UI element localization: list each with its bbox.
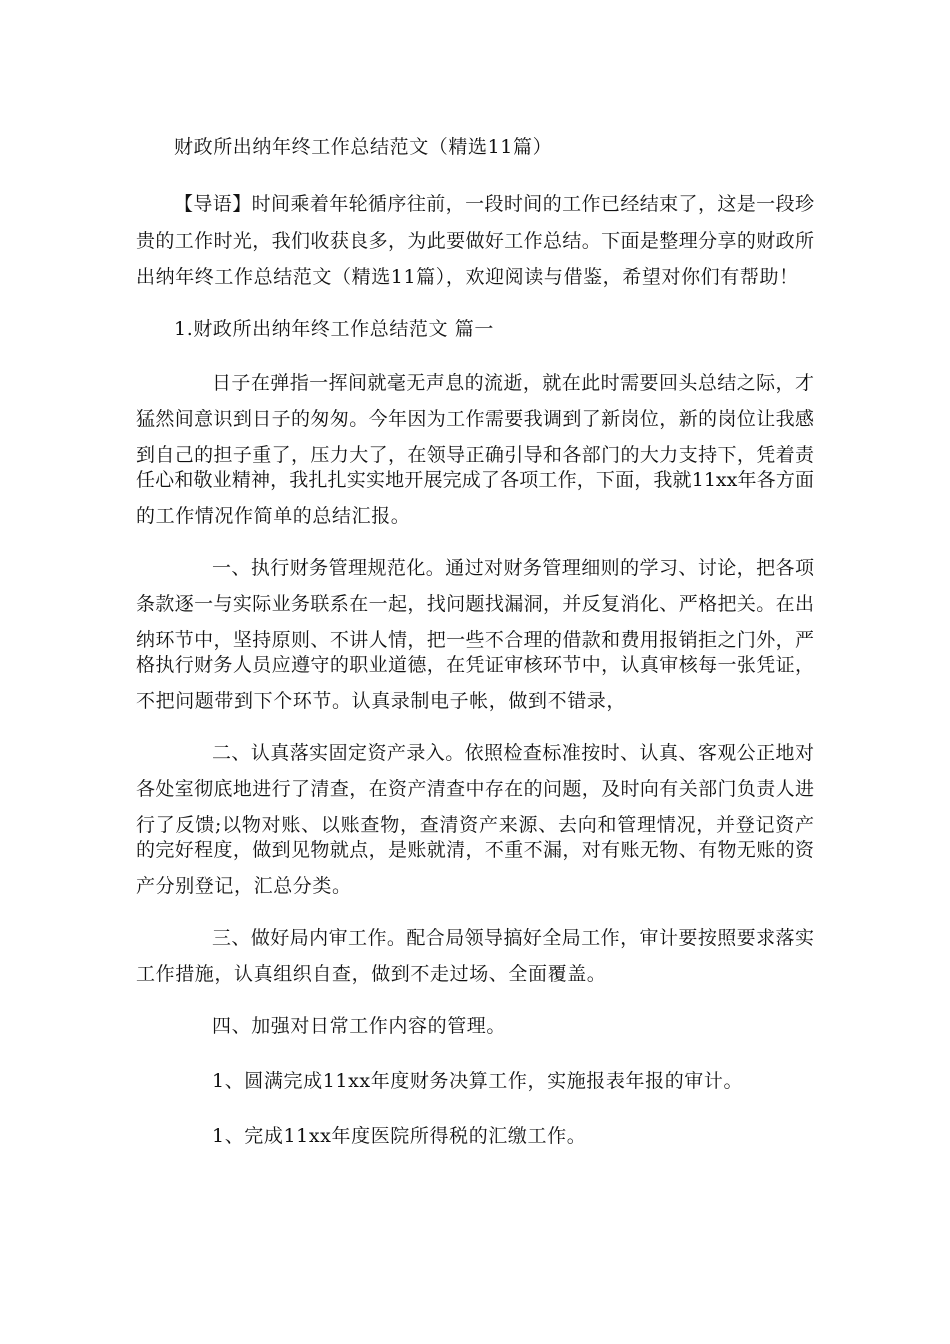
paragraph-1-line-5: 的工作情况作简单的总结汇报。 bbox=[136, 505, 411, 527]
paragraph-1-line-3: 到自己的担子重了，压力大了，在领导正确引导和各部门的大力支持下，凭着责 bbox=[136, 444, 814, 466]
paragraph-7-line-1: 1、完成11xx年度医院所得税的汇缴工作。 bbox=[212, 1125, 587, 1147]
paragraph-2-line-4: 格执行财务人员应遵守的职业道德，在凭证审核环节中，认真审核每一张凭证， bbox=[136, 654, 814, 676]
paragraph-5-line-1: 四、加强对日常工作内容的管理。 bbox=[212, 1015, 507, 1037]
paragraph-1-line-2: 猛然间意识到日子的匆匆。今年因为工作需要我调到了新岗位，新的岗位让我感 bbox=[136, 408, 814, 430]
paragraph-2-line-1: 一、执行财务管理规范化。通过对财务管理细则的学习、讨论，把各项 bbox=[212, 557, 814, 579]
paragraph-4-line-1: 三、做好局内审工作。配合局领导搞好全局工作，审计要按照要求落实 bbox=[212, 927, 814, 949]
intro-line-1: 【导语】时间乘着年轮循序往前，一段时间的工作已经结束了，这是一段珍 bbox=[174, 193, 814, 215]
paragraph-3-line-5: 产分别登记，汇总分类。 bbox=[136, 875, 352, 897]
paragraph-3-line-3: 行了反馈;以物对账、以账查物，查清资产来源、去向和管理情况，并登记资产 bbox=[136, 814, 814, 836]
paragraph-4-line-2: 工作措施，认真组织自查，做到不走过场、全面覆盖。 bbox=[136, 963, 607, 985]
paragraph-2-line-2: 条款逐一与实际业务联系在一起，找问题找漏洞，并反复消化、严格把关。在出 bbox=[136, 593, 814, 615]
document-title: 财政所出纳年终工作总结范文（精选11篇） bbox=[174, 136, 553, 158]
paragraph-2-line-5: 不把问题带到下个环节。认真录制电子帐，做到不错录， bbox=[136, 690, 627, 712]
intro-line-3: 出纳年终工作总结范文（精选11篇），欢迎阅读与借鉴，希望对你们有帮助！ bbox=[136, 266, 799, 288]
paragraph-3-line-1: 二、认真落实固定资产录入。依照检查标准按时、认真、客观公正地对 bbox=[212, 742, 814, 764]
section-heading: 1.财政所出纳年终工作总结范文 篇一 bbox=[174, 318, 494, 340]
paragraph-3-line-4: 的完好程度，做到见物就点，是账就清，不重不漏，对有账无物、有物无账的资 bbox=[136, 839, 814, 861]
paragraph-1-line-1: 日子在弹指一挥间就毫无声息的流逝，就在此时需要回头总结之际，才 bbox=[212, 372, 814, 394]
paragraph-6-line-1: 1、圆满完成11xx年度财务决算工作，实施报表年报的审计。 bbox=[212, 1070, 744, 1092]
paragraph-1-line-4: 任心和敬业精神，我扎扎实实地开展完成了各项工作，下面，我就11xx年各方面 bbox=[136, 469, 814, 491]
paragraph-2-line-3: 纳环节中，坚持原则、不讲人情，把一些不合理的借款和费用报销拒之门外，严 bbox=[136, 629, 814, 651]
intro-line-2: 贵的工作时光，我们收获良多，为此要做好工作总结。下面是整理分享的财政所 bbox=[136, 230, 814, 252]
paragraph-3-line-2: 各处室彻底地进行了清查，在资产清查中存在的问题，及时向有关部门负责人进 bbox=[136, 778, 814, 800]
